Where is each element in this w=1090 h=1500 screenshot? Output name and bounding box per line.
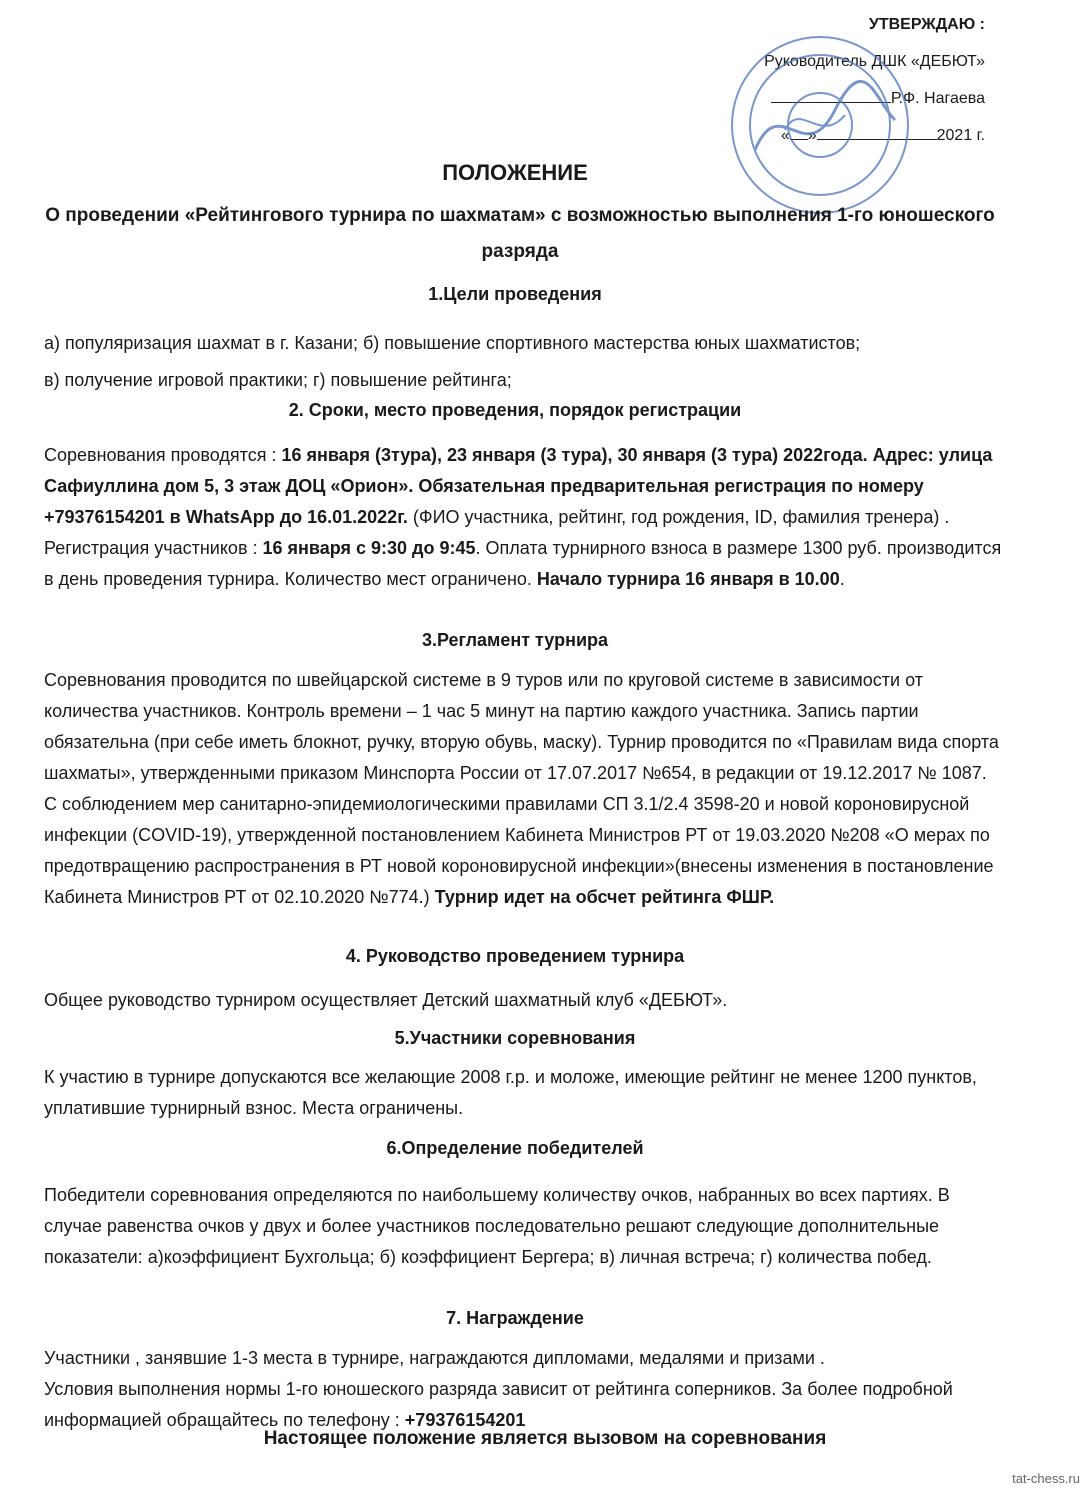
section-2-text: Соревнования проводятся : 16 января (3тура), 23 января (3 тура), 30 января (3 тура) 2022года. Адрес: улица Сафиуллина дом 5, 3 этаж ДОЦ «Орион». Обязательная предварительная регистрация по номеру +79376154201 в WhatsApp до 16.01.2022г. (ФИО участника, рейтинг, год рождения, ID, фамилия тренера) . Регистрация участников : 16 января с 9:30 до 9:45. Оплата турнирного взноса в размере 1300 руб. производится в день проведения турнира. Количество мест ограничено. Начало турнира 16 января в 10.00. [44, 445, 1002, 589]
section-1-heading: 1.Цели проведения [428, 284, 602, 304]
section-3-text: Соревнования проводится по швейцарской системе в 9 туров или по круговой системе в зависимости от количества участников. Контроль времени – 1 час 5 минут на партию каждого участника. Запись партии обязательна (при себе иметь блокнот, ручку, вторую обувь, маску). Турнир проводится по «Правилам вида спорта шахматы», утвержденными приказом Минспорта России от 17.07.2017 №654, в редакции от 19.12.2017 № 1087. С соблюдением мер санитарно-эпидемиологическими правилами СП 3.1/2.4 3598-20 и новой короновирусной инфекции (COVID-19), утвержденной постановлением Кабинета Министров РТ от 19.03.2020 №208 «О мерах по предотвращению распространения в РТ новой короновирусной инфекции»(внесены изменения в постановление Кабинета Министров РТ от 02.10.2020 №774.) Турнир идет на обсчет рейтинга ФШР. [44, 670, 999, 907]
official-stamp [725, 30, 915, 220]
date-open-quote: « [780, 127, 790, 144]
section-4-heading: 4. Руководство проведением турнира [345, 946, 685, 966]
closing-statement: Настоящее положение является вызовом на соревнования [263, 1428, 827, 1449]
approval-name: Р.Ф. Нагаева [890, 90, 985, 107]
approval-position: Руководитель ДШК «ДЕБЮТ» [764, 53, 985, 70]
contact-phone: +79376154201 [404, 1410, 526, 1430]
start-time: Начало турнира 16 января в 10.00 [536, 569, 840, 589]
document-subtitle: О проведении «Рейтингового турнира по шахматам» с возможностью выполнения 1-го юношеского разряда [45, 205, 995, 262]
section-7-text: Участники , занявшие 1-3 места в турнире, награждаются дипломами, медалями и призами . Условия выполнения нормы 1-го юношеского разряда зависит от рейтинга соперников. За более подробной информацией обращайтесь по телефону : +79376154201 [44, 1343, 1004, 1436]
address-registration: Адрес: улица Сафиуллина дом 5, 3 этаж ДОЦ «Орион». Обязательная предварительная регистрация по номеру +79376154201 в WhatsApp до 16.01.2022г. [44, 445, 993, 527]
section-7-line-1: Участники , занявшие 1-3 места в турнире, награждаются дипломами, медалями и призами . [44, 1348, 825, 1368]
document-title: ПОЛОЖЕНИЕ [442, 160, 588, 185]
watermark: tat-chess.ru [1012, 1471, 1080, 1486]
rating-note: Турнир идет на обсчет рейтинга ФШР. [434, 887, 775, 907]
section-2-heading: 2. Сроки, место проведения, порядок регистрации [288, 400, 742, 420]
section-5-heading: 5.Участники соревнования [394, 1028, 636, 1048]
tournament-dates: 16 января (3тура), 23 января (3 тура), 30 января (3 тура) 2022года. [281, 445, 868, 465]
section-4-text: Общее руководство турниром осуществляет Детский шахматный клуб «ДЕБЮТ». [44, 990, 728, 1010]
date-close-quote: » [807, 127, 817, 144]
section-3-heading: 3.Регламент турнира [421, 630, 609, 650]
approval-heading: УТВЕРЖДАЮ : [868, 16, 985, 33]
registration-time: 16 января с 9:30 до 9:45 [262, 538, 476, 558]
section-1-line-1: а) популяризация шахмат в г. Казани; б) повышение спортивного мастерства юных шахматистов; [44, 333, 861, 353]
section-5-text: К участию в турнире допускаются все желающие 2008 г.р. и моложе, имеющие рейтинг не менее 1200 пунктов, уплатившие турнирный взнос. Места ограничены. [44, 1067, 977, 1118]
section-1-line-2: в) получение игровой практики; г) повышение рейтинга; [44, 370, 512, 390]
approval-year: 2021 г. [936, 127, 985, 144]
section-6-heading: 6.Определение победителей [386, 1138, 644, 1158]
section-7-heading: 7. Награждение [446, 1308, 584, 1328]
section-6-text: Победители соревнования определяются по наибольшему количеству очков, набранных во всех партиях. В случае равенства очков у двух и более участников последовательно решают следующие дополнительные показатели: а)коэффициент Бухгольца; б) коэффициент Бергера; в) личная встреча; г) количества побед. [44, 1185, 950, 1267]
